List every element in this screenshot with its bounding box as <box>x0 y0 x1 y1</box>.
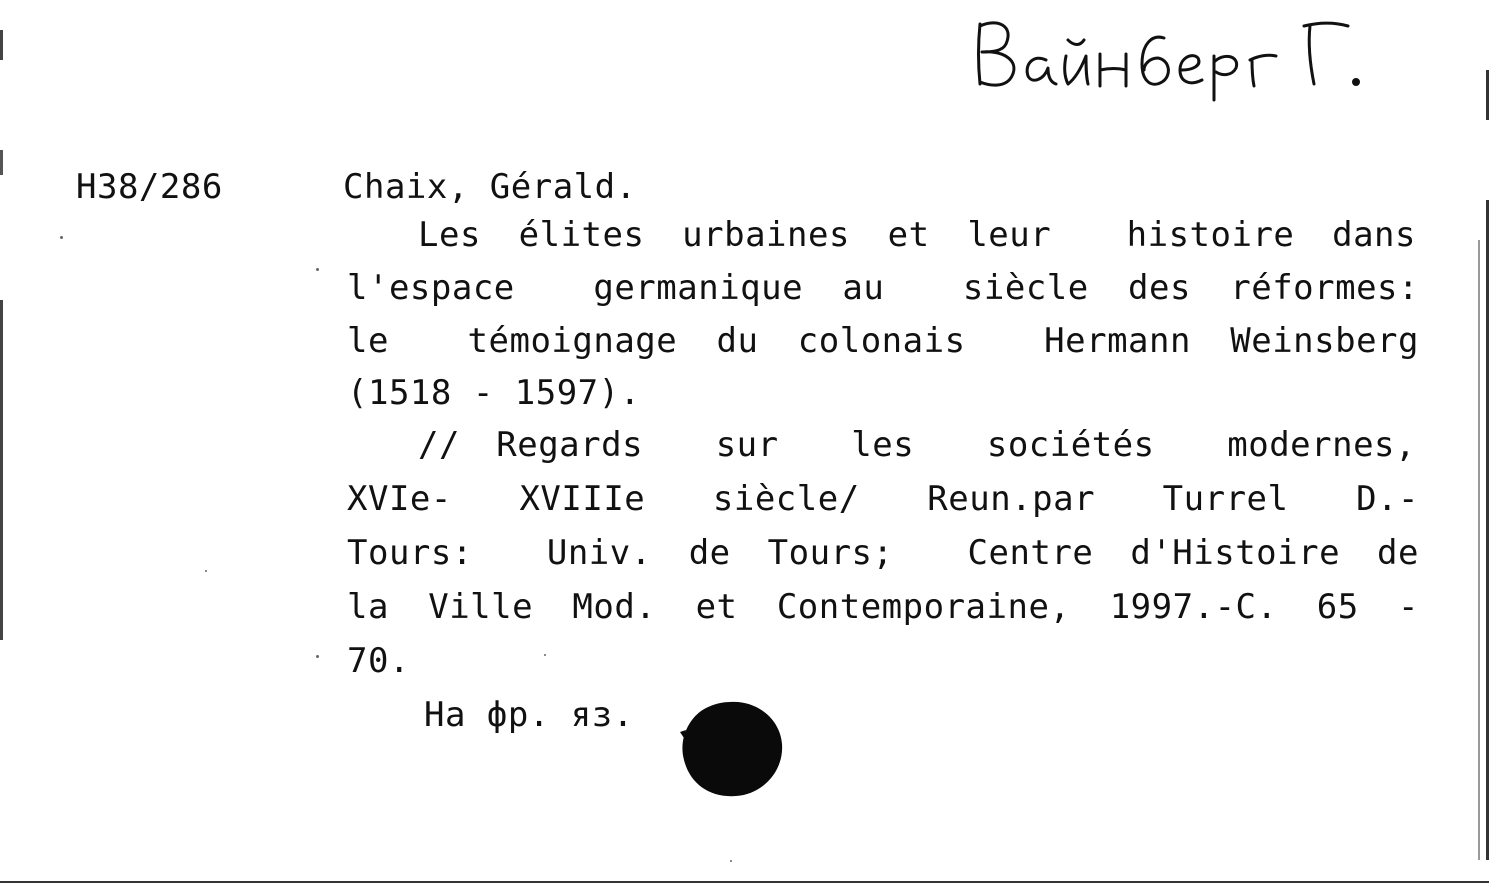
language-note: На фр. яз. <box>424 695 634 735</box>
scan-edge-left <box>0 0 3 885</box>
scan-speck <box>316 655 319 658</box>
hole-punch-blot <box>676 698 784 798</box>
author-heading: Chaix, Gérald. <box>343 167 637 207</box>
scan-speck <box>544 654 546 656</box>
source-line-5: 70. <box>347 641 410 681</box>
scan-edge-right-inner <box>1478 240 1480 860</box>
title-line-3: le témoignage du colonais Hermann Weinsberg <box>347 321 1419 361</box>
source-line-4: la Ville Mod. et Contemporaine, 1997.-C. 65 - <box>347 587 1419 627</box>
source-line-2: XVIe- XVIIIe siècle/ Reun.par Turrel D.- <box>347 479 1419 519</box>
title-line-1: Les élites urbaines et leur histoire dans <box>418 215 1416 255</box>
scan-speck <box>205 570 207 572</box>
scan-speck <box>730 860 732 862</box>
scan-speck <box>60 236 63 239</box>
title-line-4: (1518 - 1597). <box>347 373 641 413</box>
scan-edge-bottom <box>0 881 1489 883</box>
scan-speck <box>316 268 319 271</box>
handwritten-heading <box>968 4 1388 104</box>
source-line-3: Tours: Univ. de Tours; Centre d'Histoire de <box>347 533 1419 573</box>
shelfmark: H38/286 <box>76 167 223 207</box>
title-line-2: l'espace germanique au siècle des réformes: <box>347 268 1419 308</box>
source-line-1: // Regards sur les sociétés modernes, <box>418 425 1416 465</box>
